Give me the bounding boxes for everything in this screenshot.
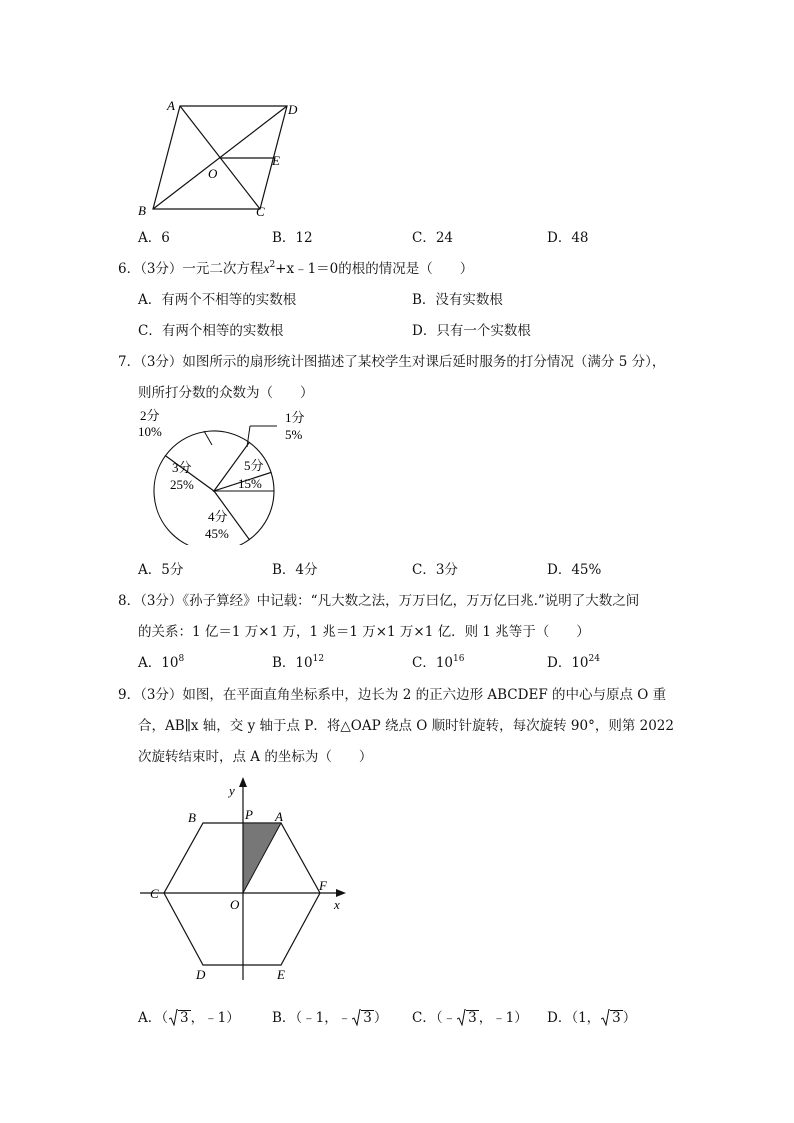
q8-option-b-exp: 12 [312,654,325,664]
q8-option-a-letter: A． [138,655,162,671]
label-y: y [229,783,235,798]
q8-line1: 8．（3分）《孙子算经》中记载：“凡大数之法，万万曰亿，万万亿曰兆.”说明了大数之间 [118,593,640,609]
pie-label-3fen-pct: 25% [170,477,194,492]
q9-option-b-open: （ [295,1010,303,1026]
q8-option-a-exp: 8 [178,654,185,664]
label-o: O [208,166,218,181]
q9-option-b-second-sign: ﹣ [337,1010,352,1026]
sqrt-icon [169,1009,191,1027]
pie-label-2fen-name: 2分 [140,408,160,423]
q7-line2: 则所打分数的众数为（ ） [138,385,314,401]
q9-option-a-sep: ， [190,1010,205,1026]
q6-rest: +x﹣1＝0的根的情况是（ ） [275,261,474,277]
pie-label-2fen-pct: 10% [138,424,162,439]
q8-line2: 的关系：1 亿＝1 万×1 万，1 兆＝1 万×1 万×1 亿．则 1 兆等于（ ） [138,624,590,640]
pie-label-3fen-name: 3分 [172,460,192,475]
q9-option-b-first: ﹣1 [302,1010,325,1026]
label-o-hex: O [230,897,240,912]
label-d-hex: D [196,967,206,982]
q7-option-a: A．5分 [138,562,184,578]
label-e: E [272,153,280,168]
pie-label-4fen-pct: 45% [205,526,229,541]
q9-option-d-first: 1 [578,1010,587,1026]
q5-option-c: C．24 [412,230,454,246]
q8-option-d [547,654,600,672]
q8-option-a [138,654,184,672]
q5-option-d: D．48 [547,230,589,246]
q9-option-a-open: （ [161,1010,168,1026]
hexagon-outline [164,823,320,965]
q9-line2: 合，AB∥x 轴，交 y 轴于点 P．将△OAP 绕点 O 顺时针旋转，每次旋转 90°，则第 2022 [138,718,674,734]
q9-option-b-second-radicand: 3 [363,1010,372,1026]
q6-exponent: 2 [269,260,276,270]
q9-option-d-sep: ， [586,1010,601,1026]
q8-option-c-letter: C． [412,655,436,671]
q8-option-d-letter: D． [547,655,572,671]
q6-option-c: C．有两个相等的实数根 [138,323,284,339]
label-p: P [245,807,253,822]
q9-option-c-sep: ， [478,1010,493,1026]
pie-label-1fen-pct: 5% [285,427,303,442]
q8-option-c-exp: 16 [453,654,465,664]
q9-line3: 次旋转结束时，点 A 的坐标为（ ） [138,749,373,765]
q5-option-a: A．6 [138,230,170,246]
q8-option-c [412,654,464,672]
label-a: A [167,98,175,113]
q5-option-b: B．12 [272,230,313,246]
q7-option-b: B．4分 [272,562,318,578]
label-d: D [288,102,298,117]
q9-option-b-close: ） [373,1010,388,1026]
q8-option-a-base: 10 [161,655,179,671]
pie-label-1fen-name: 1分 [285,410,305,425]
q9-option-c-letter: C． [412,1010,436,1026]
y-axis-arrow [239,777,247,787]
pie-label-4fen-name: 4分 [208,509,228,524]
label-b-hex: B [188,810,196,825]
x-axis-arrow [336,889,346,897]
q8-option-c-base: 10 [435,655,454,671]
q6-option-b: B．没有实数根 [412,292,503,308]
q9-option-c-close: ） [514,1010,528,1026]
q7-option-c: C．3分 [412,562,458,578]
q8-option-b-letter: B． [272,655,296,671]
q6-var-x: x [263,261,270,276]
q9-option-d-letter: D． [547,1010,572,1026]
pie-label-5fen-pct: 15% [238,476,262,491]
q9-option-a-second: ﹣1 [204,1010,227,1026]
q7-option-d: D．45% [547,562,602,578]
q8-option-b-base: 10 [295,655,313,671]
q9-option-c [412,1009,528,1027]
q9-option-a-close: ） [226,1010,240,1026]
q9-option-b-sep: ， [324,1010,338,1026]
q9-option-a [138,1009,240,1027]
sqrt-icon [457,1009,479,1027]
pie-chart [130,405,320,545]
q9-option-b-letter: B． [272,1010,296,1026]
q9-option-d-second-radicand: 3 [612,1010,621,1026]
q6-option-d: D．只有一个实数根 [412,323,531,339]
label-a-hex: A [275,809,283,824]
q8-option-d-base: 10 [571,655,589,671]
sqrt-icon [352,1009,374,1027]
q9-option-c-second: ﹣1 [492,1010,515,1026]
q9-option-b [272,1009,387,1027]
q9-option-d-close: ） [622,1010,637,1026]
q9-option-a-letter: A． [138,1010,162,1026]
q8-option-d-exp: 24 [588,654,600,664]
q9-option-c-first-sign: ﹣ [442,1010,457,1026]
q7-line1: 7．（3分）如图所示的扇形统计图描述了某校学生对课后延时服务的打分情况（满分 5 分）， [118,354,666,370]
q9-option-d-open: （ [571,1010,579,1026]
label-b: B [138,203,146,218]
label-c-hex: C [150,886,159,901]
q6-prefix: 6．（3分）一元二次方程 [118,261,264,277]
label-x: x [334,897,340,912]
q6-option-a: A．有两个不相等的实数根 [138,292,297,308]
hexagon-figure [140,775,360,990]
q9-option-c-open: （ [435,1010,443,1026]
label-f-hex: F [319,878,327,893]
q8-option-b [272,654,324,672]
pie-label-5fen-name: 5分 [244,458,264,473]
q9-option-d [547,1009,636,1027]
q9-line1: 9．（3分）如图，在平面直角坐标系中，边长为 2 的正六边形 ABCDEF 的中心与原点 O 重 [118,687,667,703]
parallelogram-figure [120,92,320,224]
triangle-oap [243,823,281,893]
q9-option-c-first-radicand: 3 [468,1010,477,1026]
label-c: C [256,204,265,219]
q9-option-a-first-radicand: 3 [180,1010,189,1026]
label-e-hex: E [277,967,285,982]
q6-stem [118,260,473,278]
sqrt-icon [601,1009,623,1027]
